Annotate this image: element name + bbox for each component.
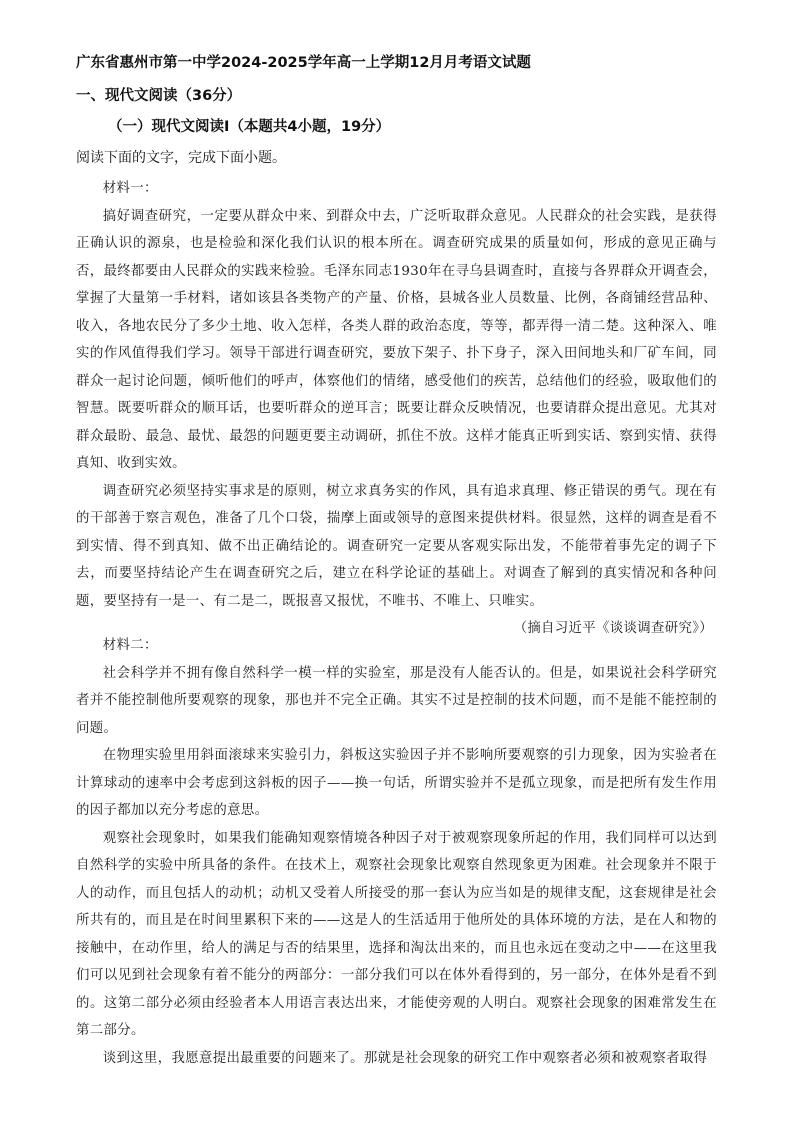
material-two	[76, 632, 717, 1072]
material-two-paragraph: 谈到这里，我愿意提出最重要的问题来了。那就是社会现象的研究工作中观察者必须和被观察者取得	[102, 1050, 708, 1066]
material-one-paragraph: 调查研究必须坚持实事求是的原则，树立求真务实的作风，具有追求真理、修正错误的勇气。现在有的干部善于察言观色，准备了几个口袋，揣摩上面或领导的意图来提供材料。很显然，这样的调查是看不到实情、得不到真知、做不出正确结论的。调查研究一定要从客观实际出发，不能带着事先定的调子下去，而要坚持结论产生在调查研究之后，建立在科学论证的基础上。对调查了解到的真实情况和各种问题，要坚持有一是一、有二是二，既报喜又报忧，不唯书、不唯上、只唯实。	[76, 483, 717, 609]
reading-instruction: 阅读下面的文字，完成下面小题。	[76, 150, 286, 166]
material-one-paragraph: 搞好调查研究，一定要从群众中来、到群众中去，广泛听取群众意见。人民群众的社会实践，是获得正确认识的源泉，也是检验和深化我们认识的根本所在。调查研究成果的质量如何，形成的意见正确与否，最终都要由人民群众的实践来检验。毛泽东同志1930年在寻乌县调查时，直接与各界群众开调查会，掌握了大量第一手材料，诸如该县各类物产的产量、价格，县城各业人员数量、比例，各商铺经营品种、收入，各地农民分了多少土地、收入怎样，各类人群的政治态度，等等，都弄得一清二楚。这种深入、唯实的作风值得我们学习。领导干部进行调查研究，要放下架子、扑下身子，深入田间地头和厂矿车间，同群众一起讨论问题，倾听他们的呼声，体察他们的情绪，感受他们的疾苦，总结他们的经验，吸取他们的智慧。既要听群众的顺耳话，也要听群众的逆耳言；既要让群众反映情况，也要请群众提出意见。尤其对群众最盼、最急、最忧、最怨的问题更要主动调研，抓住不放。这样才能真正听到实话、察到实情、获得真知、收到实效。	[76, 208, 717, 471]
material-two-paragraph: 社会科学并不拥有像自然科学一模一样的实验室，那是没有人能否认的。但是，如果说社会科学研究者并不能控制他所要观察的现象，那也并不完全正确。其实不过是控制的技术问题，而不是能不能控制的问题。	[76, 665, 717, 736]
material-one-source: （摘自习近平《谈谈调查研究》）	[513, 621, 713, 636]
material-two-paragraph: 观察社会现象时，如果我们能确知观察情境各种因子对于被观察现象所起的作用，我们同样可以达到自然科学的实验中所具备的条件。在技术上，观察社会现象比观察自然现象更为困难。社会现象并不限于人的动作，而且包括人的动机；动机又受着人所接受的那一套认为应当如是的规律支配，这套规律是社会所共有的，而且是在时间里累积下来的——这是人的生活适用于他所处的具体环境的方法，是在人和物的接触中，在动作里，给人的满足与否的结果里，选择和淘汰出来的，而且也永远在变动之中——在这里我们可以见到社会现象有着不能分的两部分：一部分我们可以在体外看得到的，另一部分，在体外是看不到的。这第二部分必须由经验者本人用语言表达出来，才能使旁观的人明白。观察社会现象的困难常发生在第二部分。	[76, 830, 717, 1038]
material-two-paragraph: 在物理实验里用斜面滚球来实验引力，斜板这实验因子并不影响所要观察的引力现象，因为实验者在计算球动的速率中会考虑到这斜板的因子——换一句话，所谓实验并不是孤立现象，而是把所有发生作用的因子都加以充分考虑的意思。	[76, 748, 717, 818]
subsection-heading: （一）现代文阅读Ⅰ（本题共4小题，19分）	[108, 119, 391, 135]
section-heading: 一、现代文阅读（36分）	[76, 88, 242, 104]
material-one	[76, 175, 717, 643]
material-two-label: 材料二：	[102, 638, 158, 653]
material-one-label: 材料一：	[102, 181, 158, 196]
exam-title: 广东省惠州市第一中学2024-2025学年高一上学期12月月考语文试题	[76, 55, 531, 71]
